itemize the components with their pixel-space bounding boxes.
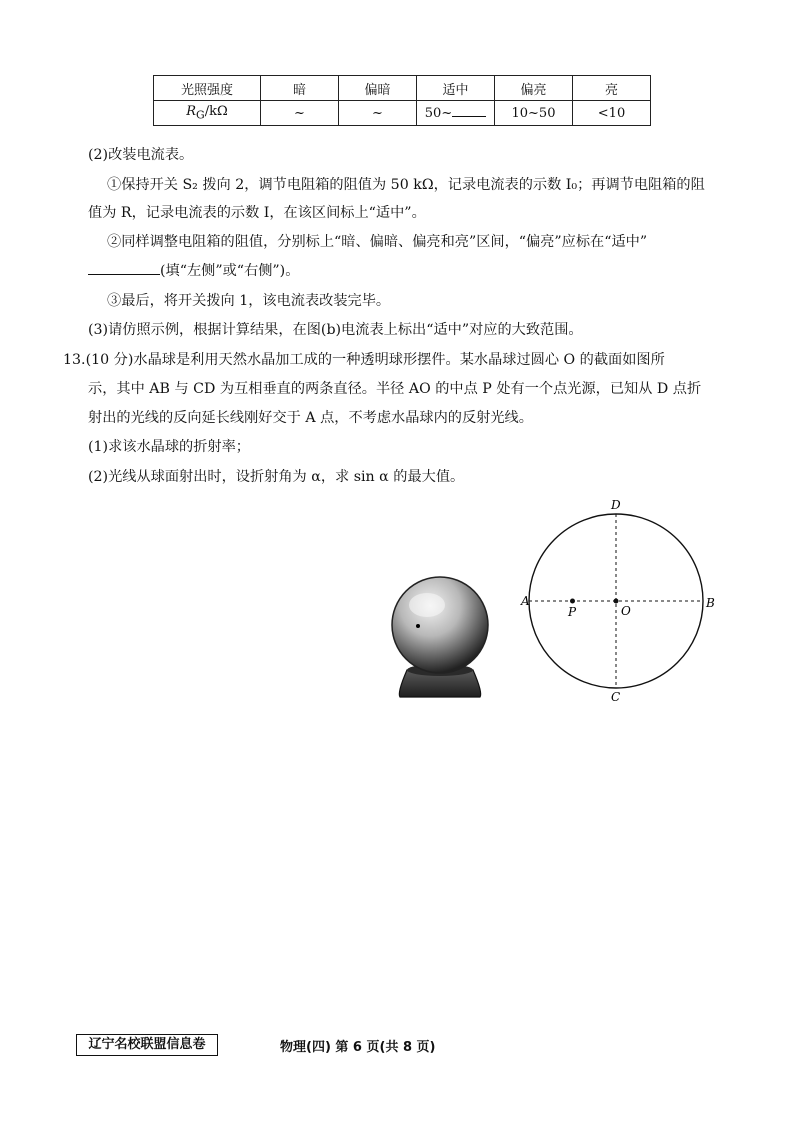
part3-text: (3)请仿照示例，根据计算结果，在图(b)电流表上标出“适中”对应的大致范围。 (88, 322, 583, 338)
part2-step1-line2: 值为 R，记录电流表的示数 I，在该区间标上“适中”。 (88, 205, 426, 221)
q13-line3: 射出的光线的反向延长线刚好交于 A 点，不考虑水晶球内的反射光线。 (88, 410, 533, 426)
part2-step2-line1: ②同样调整电阻箱的阻值，分别标上“暗、偏暗、偏亮和亮”区间，“偏亮”应标在“适中” (107, 234, 648, 250)
table-header-cell: 亮 (573, 76, 651, 101)
part2-title: (2)改装电流表。 (88, 147, 194, 163)
table-row (154, 101, 651, 126)
table-cell: 10~50 (495, 101, 573, 126)
q13-line2: 示，其中 AB 与 CD 为互相垂直的两条直径。半径 AO 的中点 P 处有一个点光源，已知从 D 点折 (88, 381, 702, 397)
table-header-cell: 暗 (261, 76, 339, 101)
part2-step2-line2-text: (填“左侧”或“右侧”)。 (160, 263, 300, 279)
q13-sub1: (1)求该水晶球的折射率； (88, 439, 250, 455)
row-label-subscript: G (196, 108, 205, 122)
row-label-unit: /kΩ (204, 104, 228, 120)
table-header-cell: 偏暗 (339, 76, 417, 101)
label-b: B (706, 596, 715, 610)
row-label-symbol: R (186, 104, 197, 120)
point-o (614, 599, 619, 604)
footer-series-box: 辽宁名校联盟信息卷 (76, 1034, 218, 1056)
table-header-cell: 偏亮 (495, 76, 573, 101)
point-p (570, 599, 575, 604)
crystal-ball-picture (385, 575, 497, 700)
table-cell: ~ (339, 101, 417, 126)
label-p: P (568, 605, 577, 619)
table-cell: ~ (261, 101, 339, 126)
cross-section-diagram (505, 495, 730, 705)
answer-blank (88, 274, 160, 275)
answer-blank (452, 116, 486, 117)
label-c: C (611, 690, 621, 704)
part2-step2-line2 (88, 262, 299, 280)
q13-line1: 13.(10 分)水晶球是利用天然水晶加工成的一种透明球形摆件。某水晶球过圆心 O 的截面如图所 (63, 352, 665, 368)
label-o: O (621, 604, 631, 618)
footer-page-info: 物理(四) 第 6 页(共 8 页) (280, 1040, 436, 1055)
part2-step1-line1: ①保持开关 S₂ 拨向 2，调节电阻箱的阻值为 50 kΩ，记录电流表的示数 I₀；再调节电阻箱的阻 (107, 177, 705, 193)
table-cell-text: 50~ (424, 105, 453, 121)
label-a: A (521, 594, 530, 608)
label-d: D (611, 498, 621, 512)
table-row-label (154, 101, 261, 126)
q13-sub2: (2)光线从球面射出时，设折射角为 α，求 sin α 的最大值。 (88, 469, 465, 485)
table-header-row (154, 76, 651, 101)
table-header-cell: 适中 (417, 76, 495, 101)
light-resistance-table (153, 75, 651, 126)
table-cell (417, 101, 495, 126)
part2-step3: ③最后，将开关拨向 1，该电流表改装完毕。 (107, 293, 391, 309)
table-cell: <10 (573, 101, 651, 126)
table-header-cell: 光照强度 (154, 76, 261, 101)
